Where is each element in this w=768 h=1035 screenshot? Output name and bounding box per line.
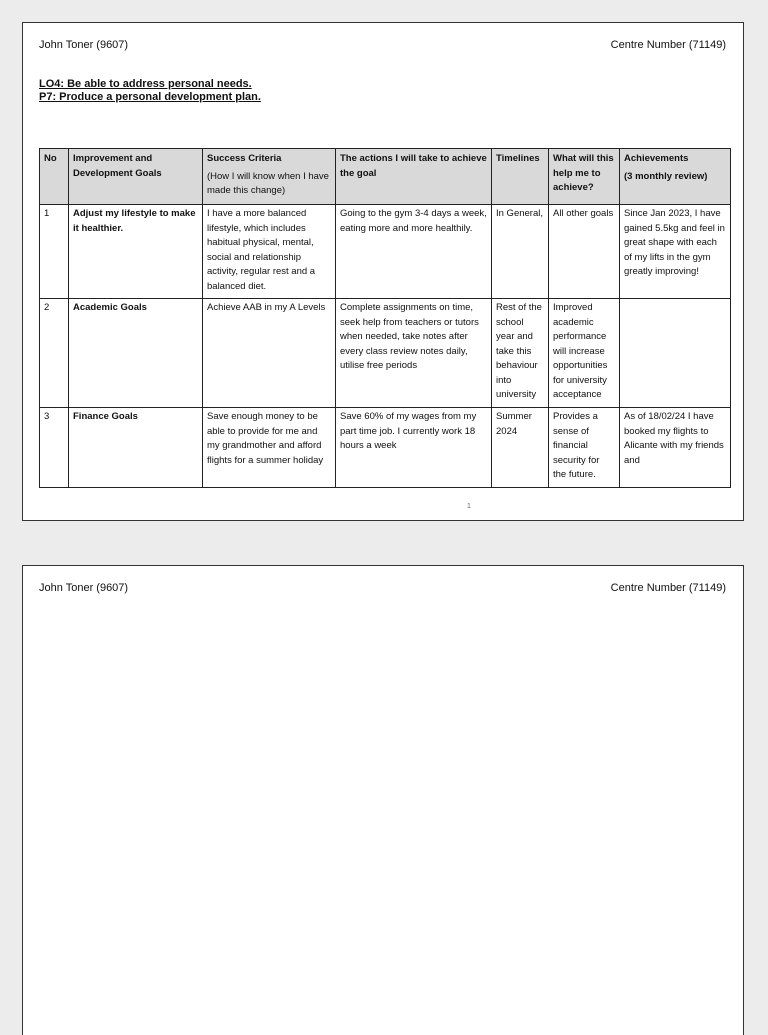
cell-timeline: Summer 2024 (492, 408, 549, 488)
document-page-2 (22, 565, 744, 1035)
cell-help: Provides a sense of financial security for the future. (549, 408, 620, 488)
cell-actions: Going to the gym 3-4 days a week, eating more and more healthily. (336, 205, 492, 299)
col-header-actions: The actions I will take to achieve the goal (336, 149, 492, 205)
col-header-criteria: Success Criteria (How I will know when I have made this change) (203, 149, 336, 205)
cell-timeline: Rest of the school year and take this behaviour into university (492, 299, 549, 408)
cell-criteria: Save enough money to be able to provide for me and my grandmother and afford flights for a summer holiday (203, 408, 336, 488)
cell-achievement: Since Jan 2023, I have gained 5.5kg and feel in great shape with each of my lifts in the gym greatly improving! (620, 205, 731, 299)
cell-goal: Adjust my lifestyle to make it healthier. (69, 205, 203, 299)
cell-achievement (620, 299, 731, 408)
table-header-row (40, 149, 731, 205)
header-centre-number: Centre Number (71149) (610, 582, 726, 594)
cell-actions: Save 60% of my wages from my part time job. I currently work 18 hours a week (336, 408, 492, 488)
cell-achievement: As of 18/02/24 I have booked my flights to Alicante with my friends and (620, 408, 731, 488)
col-header-help: What will this help me to achieve? (549, 149, 620, 205)
col-header-criteria-sub: (How I will know when I have made this change) (207, 170, 329, 196)
page-number: 1 (467, 503, 471, 510)
table-row (40, 205, 731, 299)
document-page-1 (22, 22, 744, 521)
cell-criteria: I have a more balanced lifestyle, which includes habitual physical, mental, social and relationship activity, regular rest and a balanced diet. (203, 205, 336, 299)
header-centre-number: Centre Number (71149) (610, 39, 726, 51)
cell-no: 1 (40, 205, 69, 299)
cell-no: 2 (40, 299, 69, 408)
cell-goal: Academic Goals (69, 299, 203, 408)
table-row (40, 299, 731, 408)
cell-no: 3 (40, 408, 69, 488)
cell-help: All other goals (549, 205, 620, 299)
objective-p7: P7: Produce a personal development plan. (39, 91, 261, 103)
col-header-achievements: Achievements (3 monthly review) (620, 149, 731, 205)
col-header-goals: Improvement and Development Goals (69, 149, 203, 205)
header-student-name: John Toner (9607) (39, 39, 129, 51)
objectives-block (39, 78, 261, 104)
table-row (40, 408, 731, 488)
col-header-timelines: Timelines (492, 149, 549, 205)
col-header-achievements-sub: (3 monthly review) (624, 170, 708, 182)
cell-help: Improved academic performance will increase opportunities for university acceptance (549, 299, 620, 408)
objective-lo4: LO4: Be able to address personal needs. (39, 78, 252, 90)
header-student-name: John Toner (9607) (39, 582, 129, 594)
development-plan-table (39, 148, 731, 488)
cell-timeline: In General, (492, 205, 549, 299)
col-header-no: No (40, 149, 69, 205)
cell-goal: Finance Goals (69, 408, 203, 488)
cell-actions: Complete assignments on time, seek help from teachers or tutors when needed, take notes after every class review notes daily, utilise free periods (336, 299, 492, 408)
cell-criteria: Achieve AAB in my A Levels (203, 299, 336, 408)
